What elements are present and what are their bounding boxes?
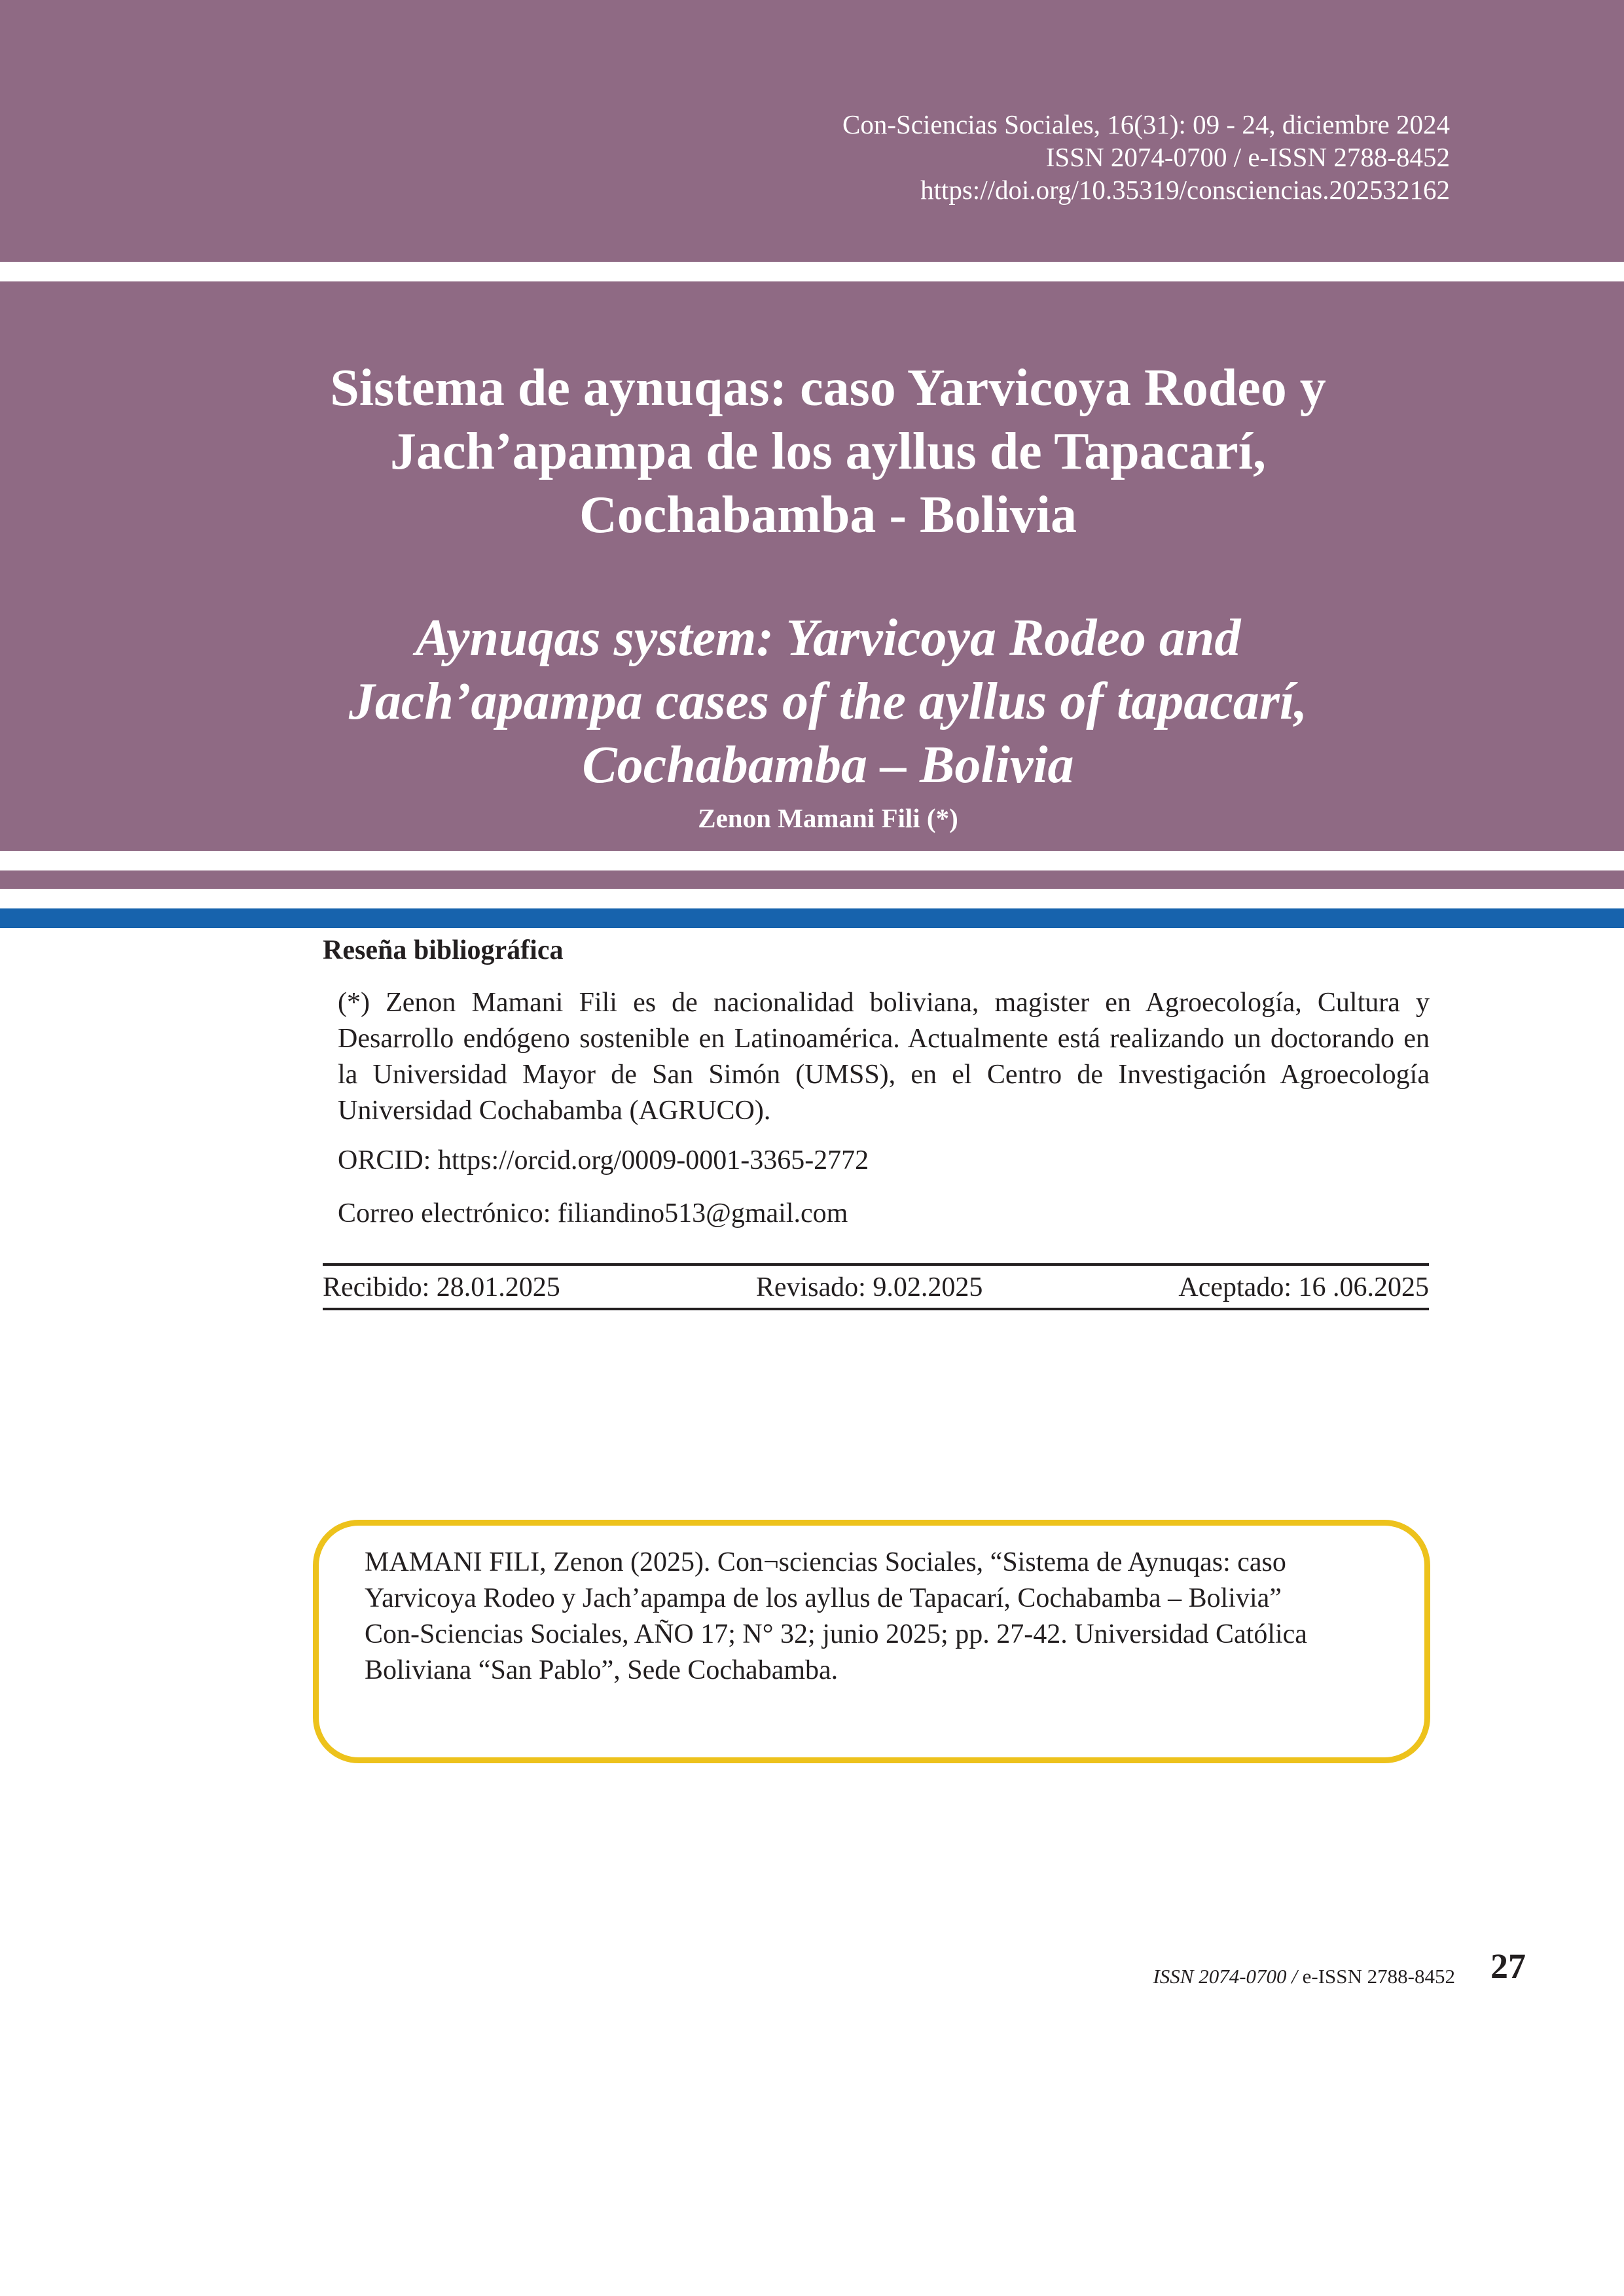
dates-rule-top bbox=[323, 1263, 1429, 1266]
page-number: 27 bbox=[1490, 1946, 1526, 1986]
footer-issn-print: ISSN 2074-0700 / bbox=[1153, 1965, 1297, 1988]
title-spanish bbox=[196, 357, 1460, 547]
citation-line: Con-Sciencias Sociales, AÑO 17; N° 32; junio 2025; pp. 27-42. Universidad Católica bbox=[365, 1619, 1307, 1649]
footer-issn bbox=[1153, 1964, 1455, 1990]
author-bio: (*) Zenon Mamani Fili es de nacionalidad boliviana, magister en Agroecología, Cultura y Desarrollo endógeno sostenible en Latinoamérica. Actualmente está realizando un doctorando en la Universidad Mayor de San Simón (UMSS), en el Centro de Investigación Agroecología Universidad Cochabamba (AGRUCO). bbox=[338, 988, 1430, 1126]
citation-text bbox=[365, 1545, 1405, 1689]
citation-line: MAMANI FILI, Zenon (2025). Con¬sciencias Sociales, “Sistema de Aynuqas: caso bbox=[365, 1547, 1286, 1577]
email-line[interactable]: Correo electrónico: filiandino513@gmail.com bbox=[338, 1198, 848, 1229]
title-english-line: Cochabamba – Bolivia bbox=[582, 736, 1074, 794]
dates-row bbox=[323, 1270, 1429, 1306]
orcid-line[interactable]: ORCID: https://orcid.org/0009-0001-3365-2772 bbox=[338, 1145, 869, 1175]
footer-issn-online: e-ISSN 2788-8452 bbox=[1302, 1965, 1455, 1988]
date-accepted: Aceptado: 16 .06.2025 bbox=[1178, 1272, 1429, 1302]
decorative-band bbox=[0, 870, 1624, 889]
title-english-line: Aynuqas system: Yarvicoya Rodeo and bbox=[415, 609, 1241, 667]
title-spanish-line: Sistema de aynuqas: caso Yarvicoya Rodeo y bbox=[330, 359, 1326, 417]
blue-rule bbox=[0, 908, 1624, 928]
title-english bbox=[196, 607, 1460, 797]
title-english-line: Jach’apampa cases of the ayllus of tapacarí, bbox=[348, 673, 1308, 730]
section-label: Reseña bibliográfica bbox=[323, 935, 564, 965]
journal-doi-line[interactable]: https://doi.org/10.35319/consciencias.202532162 bbox=[920, 175, 1450, 205]
title-spanish-line: Jach’apampa de los ayllus de Tapacarí, bbox=[389, 423, 1266, 480]
dates-rule-bottom bbox=[323, 1308, 1429, 1310]
date-revised: Revisado: 9.02.2025 bbox=[755, 1272, 983, 1302]
journal-citation-line: Con-Sciencias Sociales, 16(31): 09 - 24, diciembre 2024 bbox=[842, 109, 1450, 139]
journal-issn-line: ISSN 2074-0700 / e-ISSN 2788-8452 bbox=[1045, 142, 1450, 172]
citation-line: Boliviana “San Pablo”, Sede Cochabamba. bbox=[365, 1655, 839, 1685]
author-name: Zenon Mamani Fili (*) bbox=[698, 803, 958, 833]
title-spanish-line: Cochabamba - Bolivia bbox=[579, 486, 1077, 544]
citation-line: Yarvicoya Rodeo y Jach’apampa de los ayllus de Tapacarí, Cochabamba – Bolivia” bbox=[365, 1583, 1282, 1613]
journal-info bbox=[842, 108, 1450, 206]
date-received: Recibido: 28.01.2025 bbox=[323, 1272, 560, 1302]
